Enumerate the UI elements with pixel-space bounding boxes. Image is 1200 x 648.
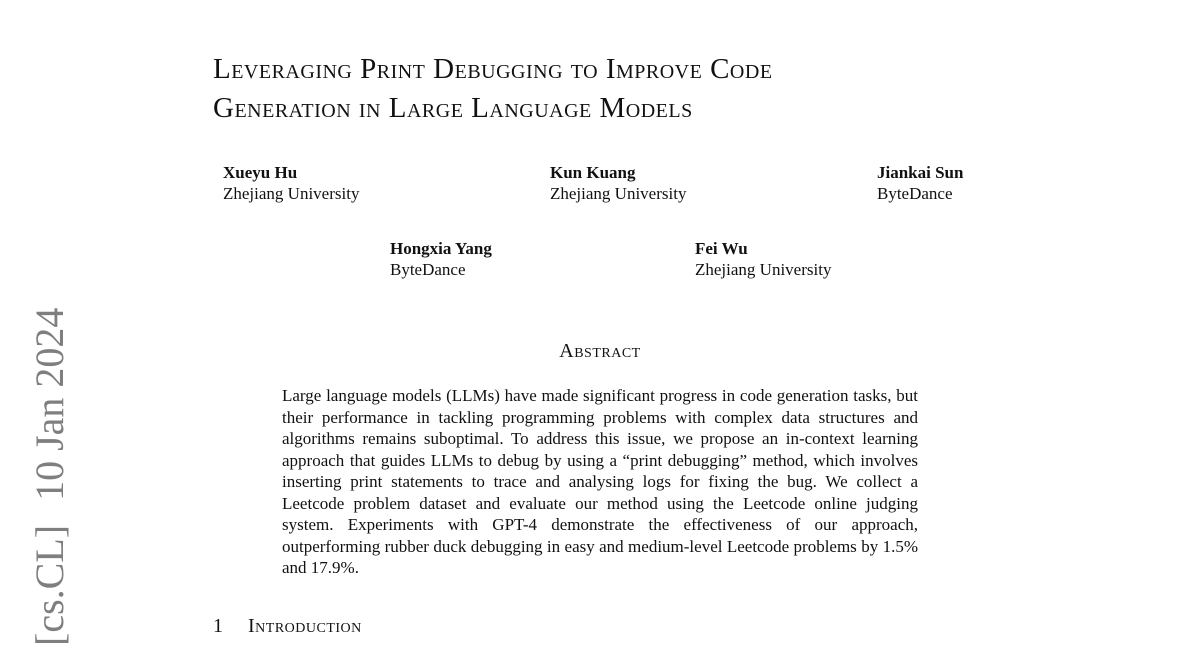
author-block	[695, 238, 831, 280]
arxiv-date: 10 Jan 2024	[27, 307, 72, 501]
section-number: 1	[213, 615, 223, 637]
paper-title	[213, 50, 1073, 128]
author-affiliation: ByteDance	[877, 184, 953, 203]
author-name: Xueyu Hu	[223, 163, 298, 182]
paper-title-line-2: Generation in Large Language Models	[213, 92, 693, 124]
author-name: Jiankai Sun	[877, 163, 964, 182]
author-block	[550, 162, 686, 204]
author-name: Hongxia Yang	[390, 239, 492, 258]
author-block	[223, 162, 359, 204]
author-block	[877, 162, 963, 204]
abstract-text: Large language models (LLMs) have made significant progress in code generation tasks, but their performance in tackling programming problems with complex data structures and algorithms remains suboptimal. To address this issue, we propose an in-context learning approach that guides LLMs to debug by using a “print debugging” method, which involves inserting print statements to trace and analysing logs for fixing the bug. We collect a Leetcode problem dataset and evaluate our method using the Leetcode online judging system. Experiments with GPT-4 demonstrate the effectiveness of our approach, outperforming rubber duck debugging in easy and medium-level Leetcode problems by 1.5% and 17.9%.	[282, 386, 918, 577]
author-affiliation: Zhejiang University	[223, 184, 360, 203]
author-name: Kun Kuang	[550, 163, 636, 182]
author-affiliation: Zhejiang University	[695, 260, 832, 279]
section-heading	[213, 615, 362, 638]
author-affiliation: ByteDance	[390, 260, 466, 279]
section-title: Introduction	[248, 615, 362, 637]
arxiv-category: [cs.CL]	[27, 524, 72, 646]
paper-title-line-1: Leveraging Print Debugging to Improve Code	[213, 53, 773, 85]
author-affiliation: Zhejiang University	[550, 184, 687, 203]
abstract-heading: Abstract	[559, 340, 641, 362]
author-block	[390, 238, 492, 280]
author-name: Fei Wu	[695, 239, 748, 258]
